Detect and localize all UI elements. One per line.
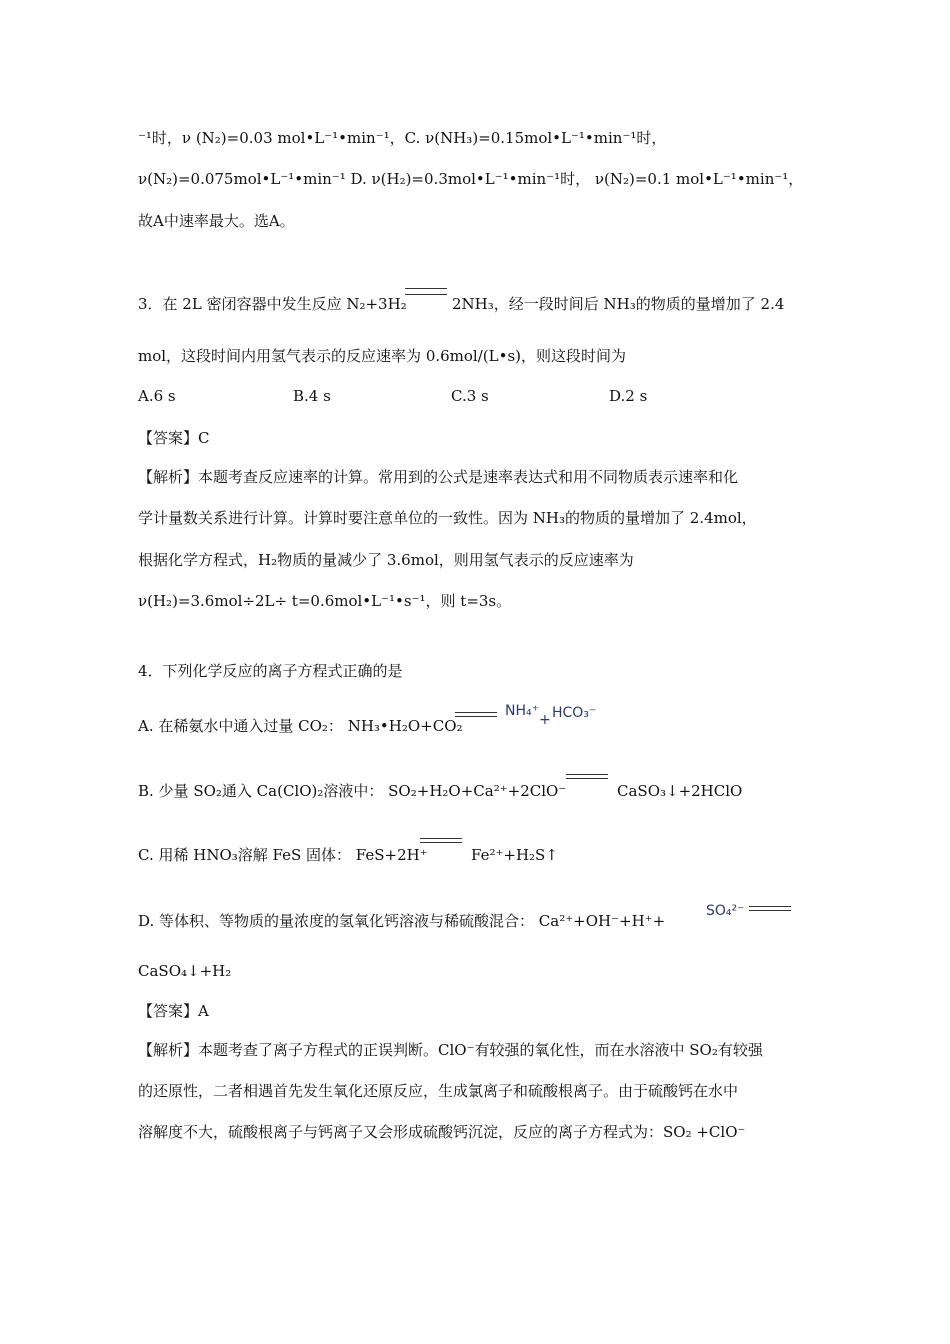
text-line: ν(N₂)=0.075mol•L⁻¹•min⁻¹ D. ν(H₂)=0.3mol•L⁻¹•min⁻¹时， ν(N₂)=0.1 mol•L⁻¹•min⁻¹， [138, 170, 804, 188]
explanation: 学计量数关系进行计算。计算时要注意单位的一致性。因为 NH₃的物质的量增加了 2.4mol， [138, 509, 757, 527]
explanation: 【解析】本题考查反应速率的计算。常用到的公式是速率表达式和用不同物质表示速率和化 [138, 468, 739, 486]
q4-option-d: CaSO₄↓+H₂ [138, 962, 232, 980]
bicarbonate-ion: HCO₃⁻ [552, 705, 597, 721]
option-b: B.4 s [293, 387, 331, 405]
q4-option-c: C. 用稀 HNO₃溶解 FeS 固体： FeS+2H⁺ [138, 846, 428, 864]
option-c: C.3 s [451, 387, 489, 405]
ammonium-ion: NH₄⁺ [505, 703, 540, 719]
text-line: ⁻¹时，ν (N₂)=0.03 mol•L⁻¹•min⁻¹，C. ν(NH₃)=0.15mol•L⁻¹•min⁻¹时， [138, 129, 667, 147]
option-d: D.2 s [609, 387, 648, 405]
q4-stem: 4．下列化学反应的离子方程式正确的是 [138, 662, 403, 680]
explanation: 【解析】本题考查了离子方程式的正误判断。ClO⁻有较强的氧化性，而在水溶液中 SO₂有较强 [138, 1041, 763, 1059]
equals-sign-icon [749, 906, 791, 911]
q4-option-d: D. 等体积、等物质的量浓度的氢氧化钙溶液与稀硫酸混合： Ca²⁺+OH⁻+H⁺+ [138, 912, 666, 930]
text-line: 故A中速率最大。选A。 [138, 212, 295, 230]
explanation: 溶解度不大，硫酸根离子与钙离子又会形成硫酸钙沉淀，反应的离子方程式为：SO₂ +ClO⁻ [138, 1123, 746, 1141]
equals-sign-icon [455, 712, 497, 717]
reversible-arrow-icon [405, 288, 447, 296]
answer: 【答案】C [138, 429, 210, 447]
equals-sign-icon [566, 774, 608, 779]
option-a: A.6 s [138, 387, 176, 405]
explanation: ν(H₂)=3.6mol÷2L÷ t=0.6mol•L⁻¹•s⁻¹，则 t=3s。 [138, 592, 512, 610]
q4-option-b: B. 少量 SO₂通入 Ca(ClO)₂溶液中： SO₂+H₂O+Ca²⁺+2ClO⁻ [138, 782, 567, 800]
answer: 【答案】A [138, 1002, 209, 1020]
q4-option-b: CaSO₃↓+2HClO [617, 782, 743, 800]
q3-stem: 3．在 2L 密闭容器中发生反应 N₂+3H₂ [138, 295, 407, 313]
equals-sign-icon [420, 838, 462, 843]
q3-stem: 2NH₃，经一段时间后 NH₃的物质的量增加了 2.4 [452, 295, 785, 313]
explanation: 的还原性，二者相遇首先发生氧化还原反应，生成氯离子和硫酸根离子。由于硫酸钙在水中 [138, 1082, 739, 1100]
sulfate-ion: SO₄²⁻ [706, 903, 745, 919]
q4-option-c: Fe²⁺+H₂S↑ [471, 846, 558, 864]
plus-sign: + [539, 712, 551, 728]
q3-stem: mol，这段时间内用氢气表示的反应速率为 0.6mol/(L•s)，则这段时间为 [138, 347, 626, 365]
q4-option-a: A. 在稀氨水中通入过量 CO₂： NH₃•H₂O+CO₂ [138, 717, 463, 735]
explanation: 根据化学方程式，H₂物质的量减少了 3.6mol，则用氢气表示的反应速率为 [138, 551, 634, 569]
